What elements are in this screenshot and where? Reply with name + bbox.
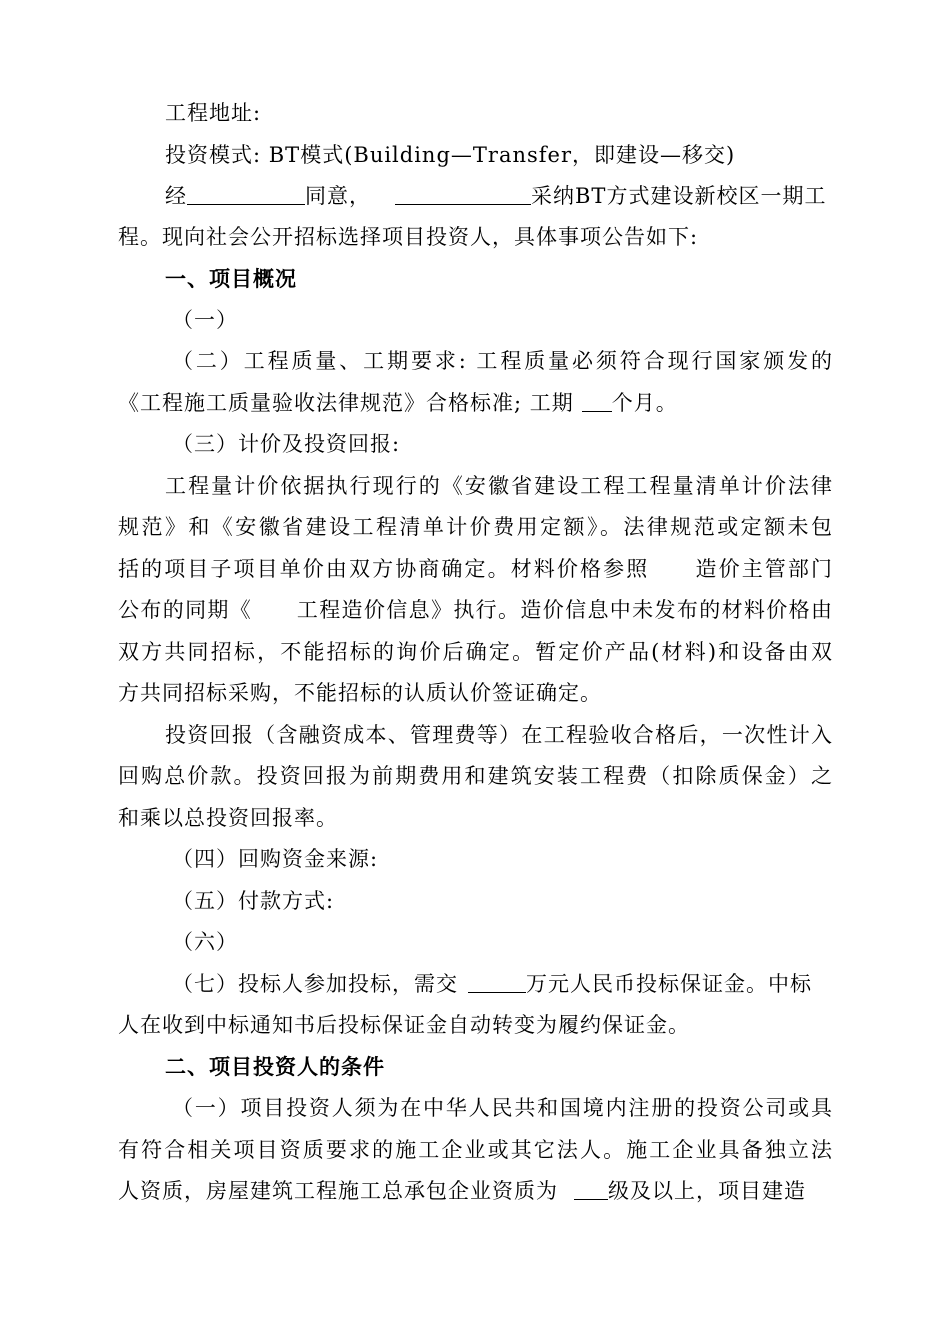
item-1-2-line-2 [118, 388, 833, 418]
item-1-7-line-1 [172, 969, 833, 999]
intro-part-3: 采纳BT方式建设新校区一期工 [531, 184, 827, 208]
blank-school [395, 182, 531, 205]
return-line-2: 回购总价款。投资回报为前期费用和建筑安装工程费（扣除质保金）之 [118, 764, 833, 788]
intro-line-1 [165, 181, 833, 211]
pricing-line-2: 规范》和《安徽省建设工程清单计价费用定额》。法律规范或定额未包 [118, 515, 833, 539]
intro-line-2: 程。现向社会公开招标选择项目投资人，具体事项公告如下: [118, 225, 699, 249]
pricing-line-1: 工程量计价依据执行现行的《安徽省建设工程工程量清单计价法律 [165, 474, 833, 498]
blank-grade [574, 1177, 608, 1200]
item-1-1: （一） [172, 308, 238, 332]
item-2-1-line-3 [118, 1176, 833, 1206]
item-1-2-text: 《工程施工质量验收法律规范》合格标准; 工期 [118, 391, 574, 415]
pricing-line-4: 公布的同期《 工程造价信息》执行。造价信息中未发布的材料价格由 [118, 598, 833, 622]
return-line-1: 投资回报（含融资成本、管理费等）在工程验收合格后，一次性计入 [165, 723, 833, 747]
blank-approver [187, 182, 305, 205]
item-1-2-line-1: （二）工程质量、工期要求: 工程质量必须符合现行国家颁发的 [172, 349, 833, 373]
item-1-4: （四）回购资金来源: [172, 847, 379, 871]
section-2-heading: 二、项目投资人的条件 [165, 1054, 385, 1079]
pricing-line-5: 双方共同招标，不能招标的询价后确定。暂定价产品(材料)和设备由双 [118, 640, 833, 664]
project-address-line: 工程地址: [165, 101, 262, 125]
item-2-1-text-2: 级及以上，项目建造 [608, 1179, 806, 1203]
intro-part-1: 经 [165, 184, 187, 208]
return-line-3: 和乘以总投资回报率。 [118, 806, 338, 830]
item-1-7-text: （七）投标人参加投标，需交 [172, 972, 458, 996]
pricing-line-6: 方共同招标采购，不能招标的认质认价签证确定。 [118, 681, 602, 705]
intro-part-2: 同意， [305, 184, 371, 208]
item-2-1-text: 人资质，房屋建筑工程施工总承包企业资质为 [118, 1179, 558, 1203]
item-1-7-text-2: 万元人民币投标保证金。中标 [526, 972, 812, 996]
item-1-6: （六） [172, 930, 238, 954]
investment-mode-line: 投资模式: BT模式(Building—Transfer，即建设—移交) [165, 143, 736, 167]
item-1-5: （五）付款方式: [172, 889, 335, 913]
pricing-line-3: 括的项目子项目单价由双方协商确定。材料价格参照 造价主管部门 [118, 557, 833, 581]
item-2-1-line-2: 有符合相关项目资质要求的施工企业或其它法人。施工企业具备独立法 [118, 1138, 833, 1162]
section-1-heading: 一、项目概况 [165, 266, 297, 291]
item-1-7-line-2: 人在收到中标通知书后投标保证金自动转变为履约保证金。 [118, 1013, 690, 1037]
blank-duration [582, 389, 612, 412]
item-2-1-line-1: （一）项目投资人须为在中华人民共和国境内注册的投资公司或具 [172, 1096, 833, 1120]
item-1-3: （三）计价及投资回报: [172, 432, 401, 456]
item-1-2-unit: 个月。 [611, 391, 678, 415]
blank-deposit [468, 970, 526, 993]
